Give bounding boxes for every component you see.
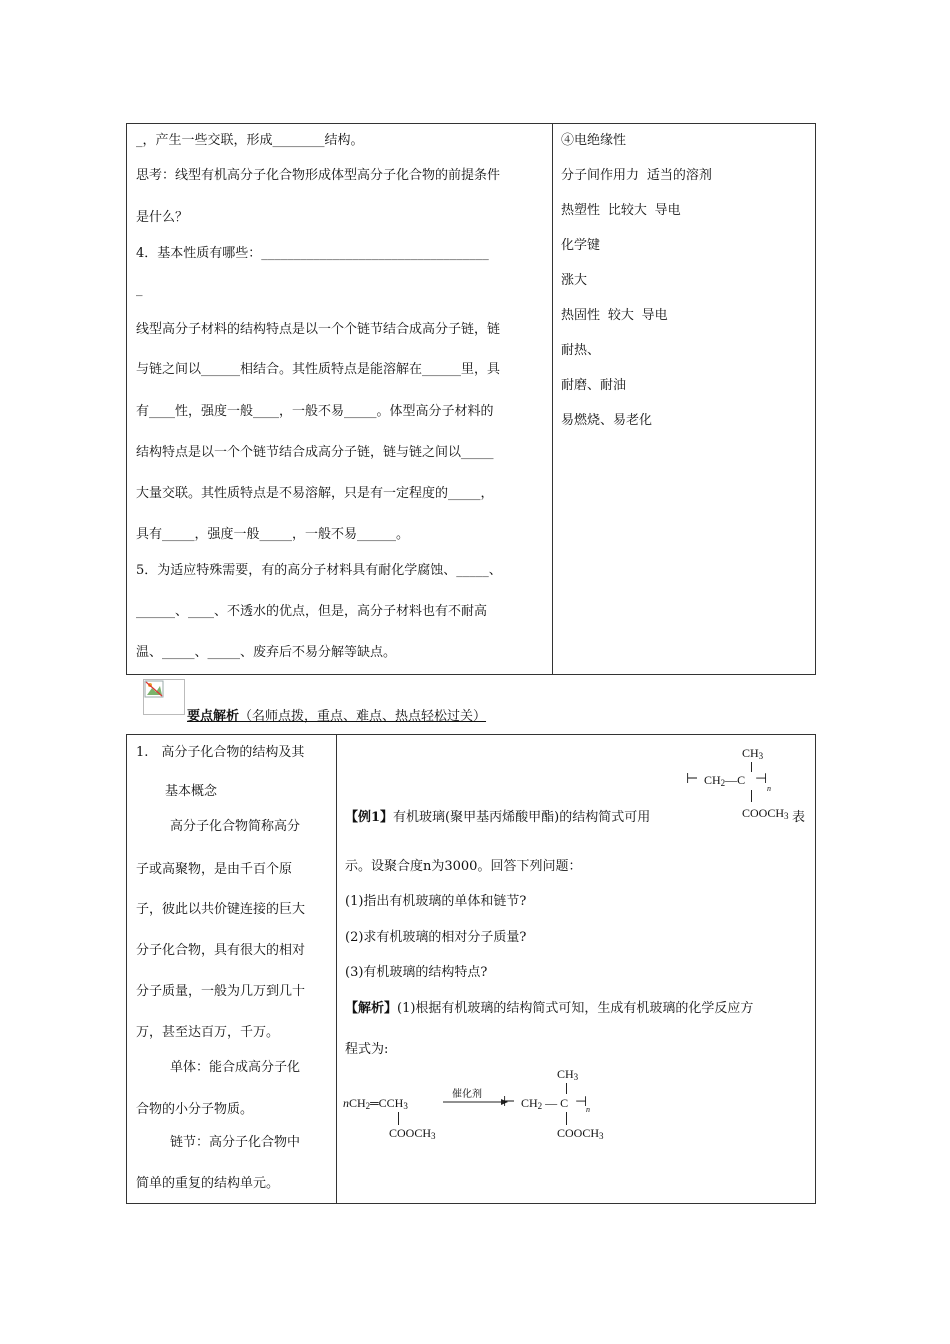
broken-image-icon: [143, 679, 185, 715]
answer-line: 易燃烧、易老化: [561, 413, 653, 428]
question-line: 示。设聚合度n为3000。回答下列问题：: [345, 859, 582, 874]
formula-bracket-right: ⊣: [755, 772, 768, 787]
column-divider: [336, 735, 337, 1203]
example-text: 有机玻璃(聚甲基丙烯酸甲酯)的结构简式可用: [393, 810, 651, 825]
analysis-line: [345, 997, 753, 1016]
text-line: 具有_____，强度一般_____，一般不易______。: [136, 527, 410, 542]
example-line: [345, 806, 650, 825]
text-line: 5．为适应特殊需要，有的高分子材料具有耐化学腐蚀、_____、: [136, 563, 502, 578]
example-tag: 【例1】: [345, 810, 394, 825]
column-divider: [552, 124, 553, 674]
product-substituent: $COOCH_3$: [557, 1126, 604, 1141]
section-heading: [187, 705, 486, 724]
formula-ch3: $CH_3$: [742, 746, 764, 761]
product-n: n: [586, 1105, 590, 1114]
text-line: 线型高分子材料的结构特点是以一个个链节结合成高分子链，链: [136, 322, 501, 337]
text-line: 合物的小分子物质。: [136, 1102, 254, 1117]
text-line: _: [136, 282, 143, 297]
question-line: (2)求有机玻璃的相对分子质量?: [345, 930, 527, 945]
example-tail: 表: [792, 810, 806, 825]
text-line: 简单的重复的结构单元。: [136, 1176, 280, 1191]
question-line: (1)指出有机玻璃的单体和链节?: [345, 894, 527, 909]
answer-line: 热固性 较大 导电: [561, 308, 668, 323]
formula-n: n: [767, 784, 771, 793]
text-line: 有____性，强度一般____，一般不易_____。体型高分子材料的: [136, 404, 494, 419]
text-line: 链节：高分子化合物中: [170, 1135, 301, 1150]
text-line: 温、_____、_____、废弃后不易分解等缺点。: [136, 645, 397, 660]
text-line: 高分子化合物简称高分: [170, 819, 301, 834]
text-line: _，产生一些交联，形成________结构。: [136, 133, 364, 148]
formula-bracket-left: ⊢: [686, 772, 699, 787]
answer-line: 耐热、: [561, 343, 601, 358]
analysis-tag: 【解析】: [345, 1001, 398, 1016]
text-line: 万，甚至达百万，千万。: [136, 1025, 280, 1040]
text-line: 大量交联。其性质特点是不易溶解，只是有一定程度的_____，: [136, 486, 494, 501]
section-title: 要点解析: [187, 709, 240, 724]
text-line: 是什么？: [136, 210, 189, 225]
reactant-substituent: $COOCH_3$: [389, 1126, 436, 1141]
text-line: 子，彼此以共价键连接的巨大: [136, 902, 306, 917]
text-line: 子或高聚物，是由千百个原: [136, 862, 293, 877]
text-line: 基本概念: [165, 784, 218, 799]
product-ch3: $CH_3$: [557, 1067, 579, 1082]
answer-table: [126, 123, 816, 675]
catalyst-label: 催化剂: [452, 1089, 482, 1100]
formula-cooch3: $COOCH_3$: [742, 806, 789, 821]
text-line: 与链之间以______相结合。其性质特点是能溶解在______里，具: [136, 362, 501, 377]
product-bracket-right: ⊣: [575, 1095, 588, 1110]
reaction-arrow-icon: [443, 1098, 509, 1106]
text-line: 结构特点是以一个个链节结合成高分子链，链与链之间以_____: [136, 445, 494, 460]
section-subtitle: （名师点拨，重点、难点、热点轻松过关）: [239, 709, 487, 724]
text-line: 分子质量，一般为几万到几十: [136, 984, 306, 999]
text-line: 4．基本性质有哪些：___________________________________: [136, 246, 489, 261]
reactant-formula: $nCH_2═CCH_3$: [343, 1096, 408, 1111]
answer-line: 化学键: [561, 238, 601, 253]
answer-line: 涨大: [561, 273, 588, 288]
answer-line: 热塑性 比较大 导电: [561, 203, 681, 218]
product-main: $CH_2$ — C: [521, 1096, 569, 1111]
answer-line: 分子间作用力 适当的溶剂: [561, 168, 712, 183]
analysis-line-2: 程式为:: [345, 1042, 389, 1057]
answer-line: ④电绝缘性: [561, 133, 627, 148]
text-line: 1. 高分子化合物的结构及其: [136, 745, 305, 760]
text-line: ______、____、不透水的优点，但是，高分子材料也有不耐高: [136, 604, 488, 619]
analysis-text: (1)根据有机玻璃的结构简式可知，生成有机玻璃的化学反应方: [397, 1001, 754, 1016]
answer-line: 耐磨、耐油: [561, 378, 627, 393]
text-line: 思考：线型有机高分子化合物形成体型高分子化合物的前提条件: [136, 168, 501, 183]
text-line: 分子化合物，具有很大的相对: [136, 943, 306, 958]
product-bracket-left: ⊢: [503, 1095, 516, 1110]
question-line: (3)有机玻璃的结构特点?: [345, 965, 488, 980]
text-line: 单体：能合成高分子化: [170, 1060, 301, 1075]
formula-main: $CH_2—C$: [704, 773, 746, 788]
